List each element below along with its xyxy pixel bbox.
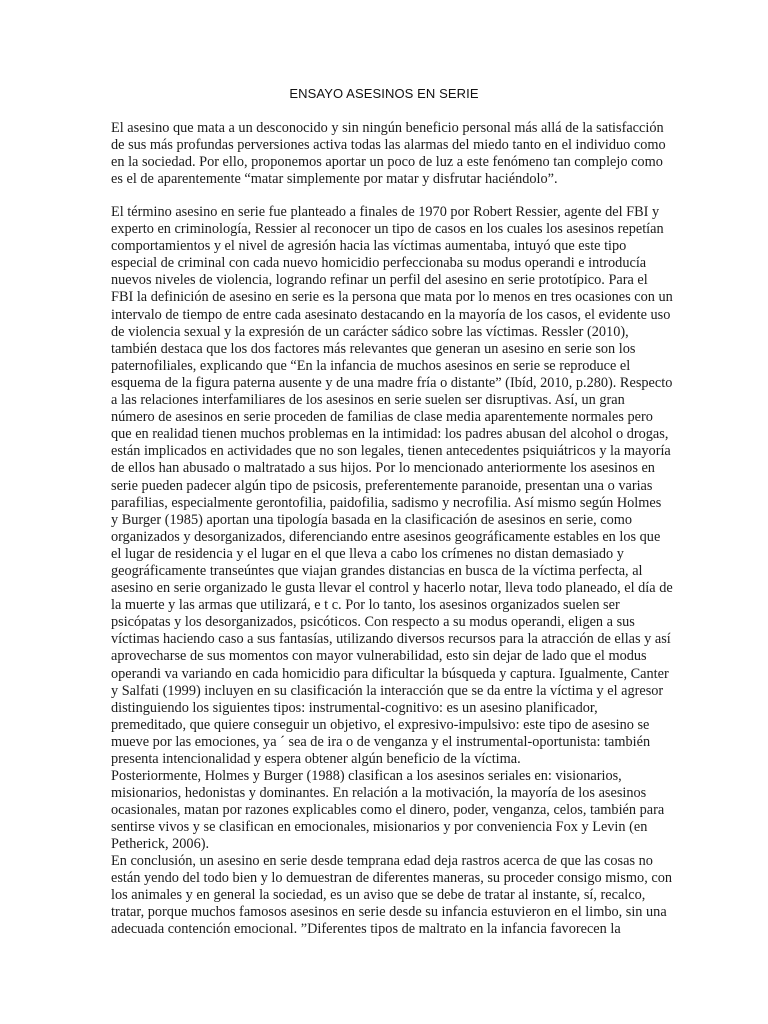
paragraph-line: parafilias, especialmente gerontofilia, paidofilia, sadismo y necrofilia. Así mismo según Holmes bbox=[111, 494, 662, 511]
paragraph-line: en la sociedad. Por ello, proponemos aportar un poco de luz a este fenómeno tan complejo como bbox=[111, 154, 663, 171]
paragraph-line: también destaca que los dos factores más relevantes que generan un asesino en serie son los bbox=[111, 340, 636, 357]
paragraph-line: están implicados en actividades que no son legales, tienen antecedentes psiquiátricos y la mayoría bbox=[111, 443, 671, 460]
paragraph-line: adecuada contención emocional. ”Diferentes tipos de maltrato en la infancia favorecen la bbox=[111, 921, 621, 938]
paragraph-line: de violencia sexual y la expresión de un carácter sádico sobre las víctimas. Ressler (2010), bbox=[111, 323, 629, 340]
paragraph-line: psicópatas y los desorganizados, psicóticos. Con respecto a su modus operandi, eligen a sus bbox=[111, 614, 635, 631]
paragraph-line: misionarios, hedonistas y dominantes. En relación a la motivación, la mayoría de los asesinos bbox=[111, 785, 647, 802]
paragraph-line: Posteriormente, Holmes y Burger (1988) clasifican a los asesinos seriales en: visionarios, bbox=[111, 768, 622, 785]
paragraph-conclusion bbox=[111, 853, 671, 938]
paragraph-line: los animales y en general la sociedad, es un aviso que se debe de tratar al instante, sí, recalco, bbox=[111, 887, 646, 904]
paragraph-line: premeditado, que quiere conseguir un objetivo, el expresivo-impulsivo: este tipo de asesino se bbox=[111, 716, 650, 733]
paragraph-line: ocasionales, matan por razones explicables como el dinero, poder, venganza, celos, también para bbox=[111, 802, 665, 819]
paragraph-line: la muerte y las armas que utilizará, e t c. Por lo tanto, los asesinos organizados suelen ser bbox=[111, 597, 620, 614]
paragraph-line: que en realidad tienen muchos problemas en la intimidad: los padres abusan del alcohol o drogas, bbox=[111, 426, 669, 443]
paragraph-line: es el de aparentemente “matar simplemente por matar y disfrutar haciéndolo”. bbox=[111, 171, 558, 188]
paragraph-line: aprovecharse de sus momentos con mayor vulnerabilidad, esto sin dejar de lado que el modus bbox=[111, 648, 647, 665]
paragraph-line: El término asesino en serie fue planteado a finales de 1970 por Robert Ressier, agente del FBI y bbox=[111, 204, 660, 220]
paragraph-line: distinguiendo los siguientes tipos: instrumental-cognitivo: es un asesino planificador, bbox=[111, 699, 598, 716]
paragraph-line: En conclusión, un asesino en serie desde temprana edad deja rastros acerca de que las cosas no bbox=[111, 853, 653, 869]
paragraph-line: comportamientos y el nivel de agresión hacia las víctimas aumentaba, intuyó que este tipo bbox=[111, 238, 627, 255]
paragraph-line: a las relaciones interfamiliares de los asesinos en serie suelen ser disruptivas. Así, un gran bbox=[111, 392, 625, 409]
paragraph-line: el lugar de residencia y el lugar en el que lleva a cabo los crímenes no distan demasiado y bbox=[111, 545, 624, 562]
paragraph-line: número de asesinos en serie proceden de familias de clase media aparentemente normales pero bbox=[111, 409, 653, 426]
paragraph-line: nuevos niveles de violencia, logrando refinar un perfil del asesino en serie prototípico. Para el bbox=[111, 272, 648, 289]
paragraph-line: paternofiliales, explicando que “En la infancia de muchos asesinos en serie se reproduce el bbox=[111, 357, 631, 374]
paragraph-body bbox=[111, 204, 671, 854]
paragraph-line: asesino en serie organizado le gusta llevar el control y hacerlo notar, lleva todo planeado, el día de bbox=[111, 580, 673, 597]
paragraph-line: El asesino que mata a un desconocido y sin ningún beneficio personal más allá de la satisfacción bbox=[111, 120, 664, 136]
paragraph-line: víctimas haciendo caso a sus fantasías, utilizando diversos recursos para la atracción de ellas y así bbox=[111, 631, 671, 648]
paragraph-line: presenta intencionalidad y espera obtener algún beneficio de la víctima. bbox=[111, 751, 521, 767]
document-title: ENSAYO ASESINOS EN SERIE bbox=[289, 86, 479, 101]
paragraph-line: de sus más profundas perversiones activa todas las alarmas del miedo tanto en el individuo como bbox=[111, 137, 666, 154]
paragraph-line: y Burger (1985) aportan una tipología basada en la clasificación de asesinos en serie, como bbox=[111, 511, 632, 528]
paragraph-line: esquema de la figura paterna ausente y de una madre fría o distante” (Ibíd, 2010, p.280). Respecto bbox=[111, 374, 673, 391]
paragraph-line: tratar, porque muchos famosos asesinos en serie desde su infancia estuvieron en el limbo, sin una bbox=[111, 904, 667, 921]
paragraph-line: operandi va variando en cada homicidio para dificultar la búsqueda y captura. Igualmente, Canter bbox=[111, 665, 669, 682]
paragraph-line: organizados y desorganizados, diferenciando entre asesinos geográficamente estables en los que bbox=[111, 528, 661, 545]
paragraph-line: FBI la definición de asesino en serie es la persona que mata por lo menos en tres ocasiones con un bbox=[111, 289, 673, 306]
paragraph-line: mueve por las emociones, ya ´ sea de ira o de venganza y el instrumental-oportunista: también bbox=[111, 733, 651, 750]
paragraph-line: especial de criminal con cada nuevo homicidio perfeccionaba su modus operandi e introducía bbox=[111, 255, 647, 272]
paragraph-line: están yendo del todo bien y lo demuestran de diferentes maneras, su proceder consigo mismo, con bbox=[111, 870, 672, 887]
paragraph-line: sentirse vivos y se clasifican en emocionales, misionarios y por conveniencia Fox y Levin (en bbox=[111, 819, 648, 836]
paragraph-line: experto en criminología, Ressier al reconocer un tipo de casos en los cuales los asesinos repetían bbox=[111, 221, 664, 238]
paragraph-line: geográficamente transeúntes que viajan grandes distancias en busca de la víctima perfecta, al bbox=[111, 562, 643, 579]
paragraph-introduction bbox=[111, 120, 671, 188]
paragraph-line: serie pueden padecer algún tipo de psicosis, preferentemente paranoide, presentan una o varias bbox=[111, 477, 653, 494]
paragraph-line: Petherick, 2006). bbox=[111, 836, 210, 853]
paragraph-line: y Salfati (1999) incluyen en su clasificación la interacción que se da entre la víctima y el agresor bbox=[111, 682, 664, 699]
paragraph-line: de ellos han abusado o maltratado a sus hijos. Por lo mencionado anteriormente los asesinos en bbox=[111, 460, 655, 477]
paragraph-line: intervalo de tiempo de entre cada asesinato destacando en la mayoría de los casos, el evidente uso bbox=[111, 306, 671, 323]
